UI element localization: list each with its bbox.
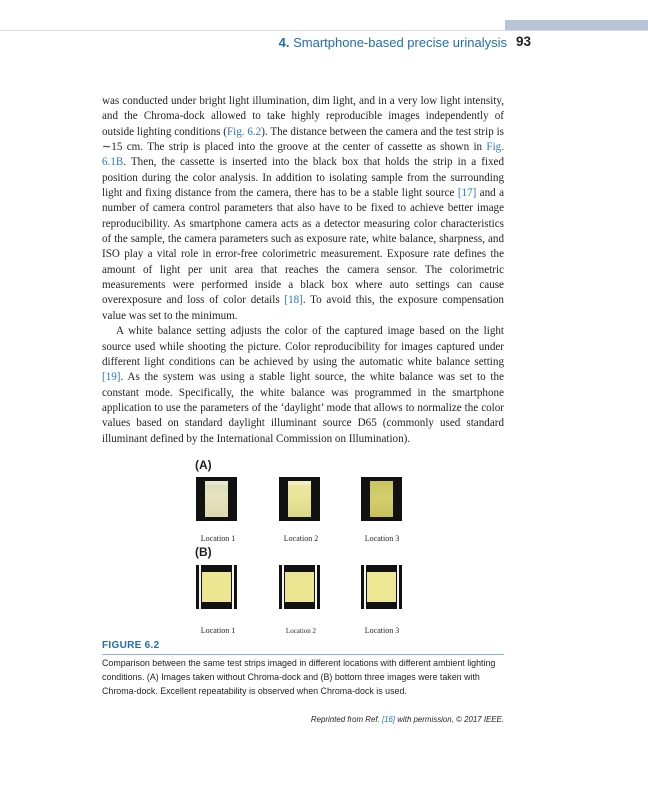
panel-a-label: (A) bbox=[195, 458, 212, 472]
text-run: . Then, the cassette is inserted into the black box that holds the strip in a fixed position during the color analysis. In addition to isolating sample from the surrounding light and fixing distance from the camera, there has to be a stable light source bbox=[102, 156, 504, 200]
paragraph-2 bbox=[102, 324, 504, 447]
location-label: Location 1 bbox=[200, 626, 236, 635]
reference-link[interactable]: [16] bbox=[381, 715, 396, 724]
strip-photo-a3 bbox=[361, 477, 402, 521]
chapter-number: 4. bbox=[278, 35, 290, 50]
location-label: Location 2 bbox=[283, 534, 319, 543]
strip-photo-b3 bbox=[361, 565, 402, 609]
text-run: . As the system was using a stable light source, the white balance was set to the constant mode. Specifically, the white balance was programmed in the smartphone application to use the parameters of the ‘daylight’ mode that allows to normalize the color values based on standard daylight illuminant source D65 (commonly used standard illuminant defined by the International Commission on Illumination). bbox=[102, 371, 504, 445]
strip-photo-b1 bbox=[196, 565, 237, 609]
location-label: Location 3 bbox=[364, 626, 400, 635]
chapter-title: Smartphone-based precise urinalysis bbox=[293, 35, 507, 50]
header-rule bbox=[0, 30, 648, 31]
text-run: ). The distance between the camera and the test strip is ∼15 cm. The strip is placed into the groove at the center of cassette as shown in bbox=[102, 125, 504, 154]
reference-link[interactable]: [19] bbox=[102, 371, 121, 384]
strip-photo-b2 bbox=[279, 565, 320, 609]
header-accent-bar bbox=[505, 20, 648, 30]
strip-photo-a1 bbox=[196, 477, 237, 521]
figure-link[interactable]: Fig. 6.2 bbox=[226, 125, 262, 138]
figure-credit bbox=[102, 715, 504, 724]
caption-rule bbox=[102, 654, 504, 655]
credit-text: with permission, © 2017 IEEE. bbox=[395, 715, 504, 724]
location-label: Location 3 bbox=[364, 534, 400, 543]
page-number: 93 bbox=[516, 34, 532, 49]
text-run: A white balance setting adjusts the color of the captured image based on the light source used while shooting the picture. Color reproducibility for images captured under different light conditions can be achieved by using the automatic white balance setting bbox=[102, 325, 504, 368]
figure-link[interactable]: Fig. 6.1B bbox=[102, 141, 504, 169]
figure-caption: Comparison between the same test strips imaged in different locations with different ambient lighting conditions. (A) Images taken without Chroma-dock and (B) bottom three images were taken with Chroma-dock. Excellent repeatability is observed when Chroma-dock is used. bbox=[102, 658, 496, 696]
text-run: was conducted under bright light illumination, dim light, and in a very low light intensity, and the Chroma-dock allowed to take highly reproducible images independently of outside lighting conditions ( bbox=[102, 95, 504, 138]
body-text bbox=[102, 94, 504, 447]
running-head bbox=[0, 35, 507, 50]
text-run: . To avoid this, the exposure compensation value was set to the minimum. bbox=[102, 294, 504, 322]
paragraph-1 bbox=[102, 94, 504, 324]
credit-text: Reprinted from Ref. bbox=[310, 715, 382, 724]
location-label: Location 1 bbox=[200, 534, 236, 543]
location-label: Location 2 bbox=[285, 627, 317, 635]
reference-link[interactable]: [18] bbox=[284, 294, 303, 307]
figure-title: FIGURE 6.2 bbox=[102, 640, 160, 651]
text-run: and a number of camera control parameters that also have to be fixed to achieve better image reproducibility. As smartphone camera acts as a detector measuring color characteristics of the sample, the camera parameters such as exposure rate, white balance, sharpness, and ISO play a vital role in error-free colorimetric measurement. Exposure rate defines the amount of light per unit area that reaches the camera sensor. The colorimetric measurements were performed inside a black box where auto settings can cause overexposure and loss of color details bbox=[102, 187, 504, 307]
reference-link[interactable]: [17] bbox=[457, 187, 477, 200]
panel-b-label: (B) bbox=[195, 545, 212, 559]
strip-photo-a2 bbox=[279, 477, 320, 521]
